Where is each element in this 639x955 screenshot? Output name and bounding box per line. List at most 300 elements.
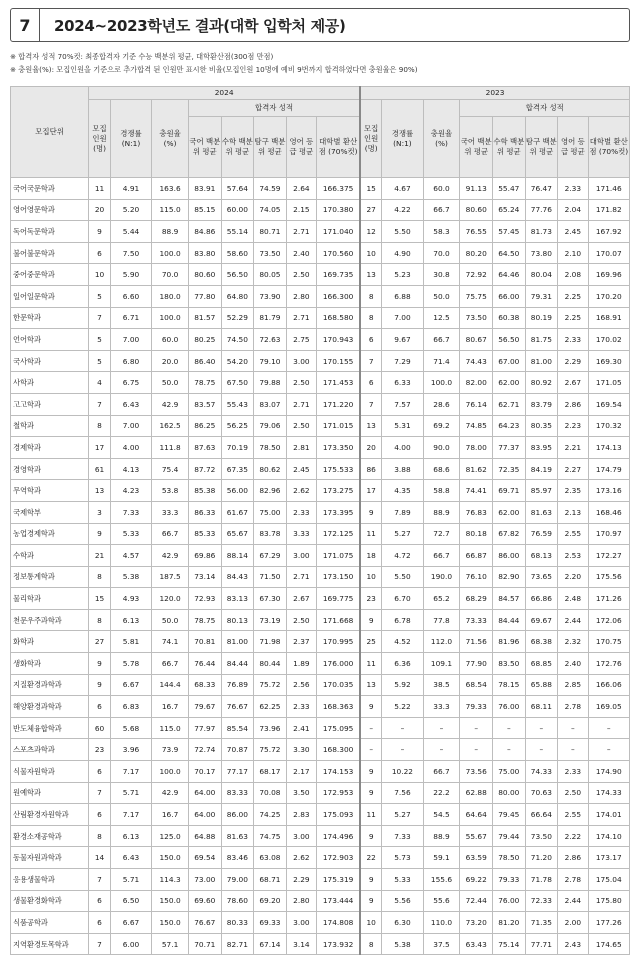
table-cell: 5.68 <box>110 717 151 739</box>
table-cell: 86.00 <box>221 804 254 826</box>
table-cell: 58.3 <box>423 221 460 243</box>
table-row <box>11 372 630 394</box>
table-cell: 56.25 <box>221 415 254 437</box>
table-cell: 80.33 <box>221 912 254 934</box>
table-cell: 7.56 <box>382 782 423 804</box>
table-cell: 79.00 <box>221 869 254 891</box>
table-cell: 168.300 <box>317 739 360 761</box>
table-cell: 2.85 <box>558 674 588 696</box>
table-cell: 2.62 <box>286 480 316 502</box>
table-cell: 69.54 <box>189 847 222 869</box>
table-row <box>11 674 630 696</box>
table-row <box>11 717 630 739</box>
table-cell: 6.50 <box>110 890 151 912</box>
table-cell: 68.33 <box>189 674 222 696</box>
table-cell: 83.95 <box>525 437 558 459</box>
table-cell: 5.44 <box>110 221 151 243</box>
table-cell: 171.05 <box>588 372 629 394</box>
table-cell: – <box>558 739 588 761</box>
table-cell: 62.71 <box>493 393 526 415</box>
inquiry-header: 탐구 백분위 평균 <box>525 117 558 178</box>
table-cell: 2.29 <box>558 350 588 372</box>
table-cell: 75.4 <box>152 458 189 480</box>
table-cell: 3.50 <box>286 782 316 804</box>
table-row <box>11 782 630 804</box>
table-cell: 2.78 <box>558 696 588 718</box>
table-cell: 67.50 <box>221 372 254 394</box>
table-cell: 73.50 <box>460 307 493 329</box>
table-cell: 71.50 <box>254 566 287 588</box>
table-cell: 71.98 <box>254 631 287 653</box>
table-cell: 5.71 <box>110 869 151 891</box>
table-cell: 68.54 <box>460 674 493 696</box>
table-cell: 67.30 <box>254 588 287 610</box>
table-cell: 2.50 <box>286 372 316 394</box>
table-cell: 74.85 <box>460 415 493 437</box>
table-cell: 3.96 <box>110 739 151 761</box>
table-cell: 170.75 <box>588 631 629 653</box>
table-cell: 53.8 <box>152 480 189 502</box>
table-cell: 2.80 <box>286 890 316 912</box>
dept-name-cell: 반도체융합학과 <box>11 717 89 739</box>
table-cell: 73.90 <box>254 285 287 307</box>
table-cell: 6.71 <box>110 307 151 329</box>
table-cell: 9 <box>360 696 382 718</box>
dept-header: 모집단위 <box>11 87 89 178</box>
table-cell: – <box>360 717 382 739</box>
table-cell: 20 <box>360 437 382 459</box>
table-cell: 2.78 <box>558 869 588 891</box>
table-cell: 170.32 <box>588 415 629 437</box>
table-cell: 9 <box>89 653 111 675</box>
dept-name-cell: 정보통계학과 <box>11 566 89 588</box>
dept-name-cell: 한문학과 <box>11 307 89 329</box>
table-cell: 55.14 <box>221 221 254 243</box>
table-cell: 61.67 <box>221 501 254 523</box>
table-cell: 173.395 <box>317 501 360 523</box>
table-cell: 76.47 <box>525 178 558 200</box>
dept-name-cell: 국제학부 <box>11 501 89 523</box>
table-cell: 60 <box>89 717 111 739</box>
table-cell: 67.14 <box>254 933 287 955</box>
table-cell: 115.0 <box>152 199 189 221</box>
table-cell: 83.91 <box>189 178 222 200</box>
table-cell: – <box>423 717 460 739</box>
table-cell: 109.1 <box>423 653 460 675</box>
dept-name-cell: 농업경제학과 <box>11 523 89 545</box>
table-cell: 63.59 <box>460 847 493 869</box>
table-cell: 66.86 <box>525 588 558 610</box>
table-cell: 80.18 <box>460 523 493 545</box>
table-cell: 76.55 <box>460 221 493 243</box>
table-cell: 65.88 <box>525 674 558 696</box>
table-cell: 6 <box>89 804 111 826</box>
table-cell: 171.075 <box>317 545 360 567</box>
table-cell: 64.46 <box>493 264 526 286</box>
table-cell: 73.65 <box>525 566 558 588</box>
table-cell: 69.33 <box>254 912 287 934</box>
table-cell: 4.00 <box>110 437 151 459</box>
table-cell: 81.96 <box>493 631 526 653</box>
table-cell: 7.00 <box>382 307 423 329</box>
table-cell: 150.0 <box>152 912 189 934</box>
table-cell: 4 <box>89 372 111 394</box>
table-cell: 67.00 <box>493 350 526 372</box>
table-cell: 5.38 <box>110 566 151 588</box>
table-cell: 66.7 <box>423 199 460 221</box>
table-cell: 2.37 <box>286 631 316 653</box>
table-cell: 85.15 <box>189 199 222 221</box>
korean-header: 국어 백분위 평균 <box>189 117 222 178</box>
table-cell: 169.775 <box>317 588 360 610</box>
table-cell: 33.3 <box>423 696 460 718</box>
table-cell: 22 <box>360 847 382 869</box>
table-cell: 170.035 <box>317 674 360 696</box>
table-cell: 13 <box>360 415 382 437</box>
table-cell: 88.9 <box>423 501 460 523</box>
table-cell: 80.00 <box>493 782 526 804</box>
table-cell: – <box>588 717 629 739</box>
table-cell: 83.50 <box>493 653 526 675</box>
table-cell: 6 <box>89 761 111 783</box>
table-cell: 81.63 <box>525 501 558 523</box>
table-cell: 2.33 <box>286 501 316 523</box>
table-cell: 80.13 <box>221 609 254 631</box>
table-cell: 62.00 <box>493 501 526 523</box>
table-cell: 174.808 <box>317 912 360 934</box>
table-cell: – <box>360 739 382 761</box>
table-cell: 120.0 <box>152 588 189 610</box>
table-cell: 5.73 <box>382 847 423 869</box>
table-cell: 55.6 <box>423 890 460 912</box>
table-cell: 77.71 <box>525 933 558 955</box>
table-cell: 68.17 <box>254 761 287 783</box>
table-cell: 2.81 <box>286 437 316 459</box>
table-row <box>11 545 630 567</box>
table-cell: 1.89 <box>286 653 316 675</box>
table-cell: 2.62 <box>286 847 316 869</box>
table-cell: 5.50 <box>382 566 423 588</box>
table-cell: 6.13 <box>110 609 151 631</box>
converted-score-header: 대학별 환산점 (70%컷) <box>317 117 360 178</box>
score-group-header: 합격자 성적 <box>189 100 361 117</box>
table-cell: 175.093 <box>317 804 360 826</box>
table-cell: 3.88 <box>382 458 423 480</box>
table-cell: 74.50 <box>221 329 254 351</box>
table-cell: – <box>382 717 423 739</box>
table-cell: 74.05 <box>254 199 287 221</box>
table-cell: 82.71 <box>221 933 254 955</box>
table-cell: 85.97 <box>525 480 558 502</box>
table-cell: 5.71 <box>110 782 151 804</box>
table-cell: 2.44 <box>558 609 588 631</box>
table-cell: 8 <box>360 307 382 329</box>
table-cell: 172.76 <box>588 653 629 675</box>
table-cell: 28.6 <box>423 393 460 415</box>
dept-name-cell: 국어국문학과 <box>11 178 89 200</box>
table-cell: 52.29 <box>221 307 254 329</box>
table-cell: 2.00 <box>558 912 588 934</box>
table-cell: 170.560 <box>317 242 360 264</box>
table-cell: 170.155 <box>317 350 360 372</box>
table-cell: 5.31 <box>382 415 423 437</box>
table-row <box>11 285 630 307</box>
table-cell: 63.08 <box>254 847 287 869</box>
table-cell: 15 <box>89 588 111 610</box>
table-cell: 77.97 <box>189 717 222 739</box>
table-cell: 66.64 <box>525 804 558 826</box>
table-cell: 171.453 <box>317 372 360 394</box>
table-cell: 7 <box>360 350 382 372</box>
fill-rate-header: 충원율 (%) <box>152 100 189 178</box>
table-cell: 2.08 <box>558 264 588 286</box>
table-cell: 114.3 <box>152 869 189 891</box>
table-cell: 50.0 <box>152 609 189 631</box>
table-cell: 81.63 <box>221 825 254 847</box>
table-cell: 69.86 <box>189 545 222 567</box>
table-cell: 55.47 <box>493 178 526 200</box>
table-cell: 73.9 <box>152 739 189 761</box>
table-cell: 4.22 <box>382 199 423 221</box>
table-cell: 78.75 <box>189 609 222 631</box>
table-cell: 175.095 <box>317 717 360 739</box>
table-cell: 7 <box>89 933 111 955</box>
table-cell: 59.1 <box>423 847 460 869</box>
table-cell: 5 <box>89 285 111 307</box>
english-header: 영어 등급 평균 <box>558 117 588 178</box>
table-cell: 69.2 <box>423 415 460 437</box>
table-cell: 23 <box>89 739 111 761</box>
table-cell: 77.8 <box>423 609 460 631</box>
table-cell: 5.50 <box>382 221 423 243</box>
table-cell: – <box>382 739 423 761</box>
table-cell: 173.275 <box>317 480 360 502</box>
table-cell: 69.67 <box>525 609 558 631</box>
table-cell: 79.33 <box>493 869 526 891</box>
dept-name-cell: 환경소재공학과 <box>11 825 89 847</box>
table-cell: 6 <box>89 912 111 934</box>
table-cell: 171.040 <box>317 221 360 243</box>
table-cell: 8 <box>360 933 382 955</box>
table-cell: 2.27 <box>558 458 588 480</box>
table-cell: 76.89 <box>221 674 254 696</box>
table-cell: 80.04 <box>525 264 558 286</box>
table-cell: 173.17 <box>588 847 629 869</box>
table-cell: 86.00 <box>493 545 526 567</box>
table-row <box>11 221 630 243</box>
table-cell: 5.56 <box>382 890 423 912</box>
table-cell: 38.5 <box>423 674 460 696</box>
table-cell: 60.00 <box>221 199 254 221</box>
table-cell: 55.43 <box>221 393 254 415</box>
korean-header: 국어 백분위 평균 <box>460 117 493 178</box>
table-cell: 65.2 <box>423 588 460 610</box>
table-cell: 100.0 <box>152 307 189 329</box>
table-cell: 69.22 <box>460 869 493 891</box>
table-cell: 16.7 <box>152 696 189 718</box>
note-line: ※ 충원율(%): 모집인원을 기준으로 추가합격 된 인원만 표시한 비율(모집인원 10명에 예비 9번까지 합격하였다면 충원율은 90%) <box>10 65 418 74</box>
table-cell: 64.50 <box>493 242 526 264</box>
table-cell: 68.85 <box>525 653 558 675</box>
table-cell: 86.25 <box>189 415 222 437</box>
page-header <box>10 8 630 42</box>
table-cell: 75.00 <box>493 761 526 783</box>
table-cell: 125.0 <box>152 825 189 847</box>
table-cell: 9 <box>360 609 382 631</box>
table-cell: 84.19 <box>525 458 558 480</box>
table-cell: 3.00 <box>286 350 316 372</box>
table-cell: 4.93 <box>110 588 151 610</box>
table-row <box>11 178 630 200</box>
table-cell: 80.44 <box>254 653 287 675</box>
dept-name-cell: 불어불문학과 <box>11 242 89 264</box>
table-cell: 9 <box>360 782 382 804</box>
table-cell: 81.00 <box>525 350 558 372</box>
table-row <box>11 588 630 610</box>
table-cell: 6.88 <box>382 285 423 307</box>
table-cell: 80.60 <box>189 264 222 286</box>
table-cell: 75.00 <box>254 501 287 523</box>
table-row <box>11 501 630 523</box>
table-cell: 65.24 <box>493 199 526 221</box>
table-cell: 174.10 <box>588 825 629 847</box>
table-cell: 4.52 <box>382 631 423 653</box>
table-cell: 66.7 <box>152 653 189 675</box>
table-cell: 174.90 <box>588 761 629 783</box>
table-cell: 175.319 <box>317 869 360 891</box>
dept-name-cell: 중어중문학과 <box>11 264 89 286</box>
table-body <box>11 178 630 955</box>
dept-name-cell: 사학과 <box>11 372 89 394</box>
table-cell: 64.80 <box>221 285 254 307</box>
table-cell: 6.67 <box>110 674 151 696</box>
table-row <box>11 329 630 351</box>
table-cell: 170.943 <box>317 329 360 351</box>
table-cell: 81.62 <box>460 458 493 480</box>
table-cell: 170.07 <box>588 242 629 264</box>
table-cell: 17 <box>360 480 382 502</box>
table-cell: 81.20 <box>493 912 526 934</box>
table-cell: 64.88 <box>189 825 222 847</box>
table-cell: 27 <box>360 199 382 221</box>
dept-name-cell: 지질환경과학과 <box>11 674 89 696</box>
table-cell: 174.496 <box>317 825 360 847</box>
table-cell: 6.60 <box>110 285 151 307</box>
table-cell: 2.20 <box>558 566 588 588</box>
table-cell: 100.0 <box>152 761 189 783</box>
table-cell: 2.29 <box>286 869 316 891</box>
table-cell: 77.17 <box>221 761 254 783</box>
table-cell: – <box>423 739 460 761</box>
table-row <box>11 480 630 502</box>
table-cell: 9 <box>360 761 382 783</box>
table-cell: 71.35 <box>525 912 558 934</box>
table-cell: 7.29 <box>382 350 423 372</box>
table-cell: 91.13 <box>460 178 493 200</box>
table-cell: 68.71 <box>254 869 287 891</box>
table-cell: 42.9 <box>152 545 189 567</box>
table-cell: 169.735 <box>317 264 360 286</box>
table-cell: 17 <box>89 437 111 459</box>
table-cell: 61 <box>89 458 111 480</box>
table-cell: 2.33 <box>558 178 588 200</box>
table-cell: 175.04 <box>588 869 629 891</box>
table-cell: 79.88 <box>254 372 287 394</box>
table-cell: 70.81 <box>189 631 222 653</box>
table-row <box>11 912 630 934</box>
table-cell: 2.32 <box>558 631 588 653</box>
table-cell: 6.67 <box>110 912 151 934</box>
table-cell: 11 <box>360 523 382 545</box>
table-cell: 190.0 <box>423 566 460 588</box>
table-cell: 54.20 <box>221 350 254 372</box>
table-cell: 6.78 <box>382 609 423 631</box>
table-row <box>11 825 630 847</box>
table-cell: 3.00 <box>286 825 316 847</box>
table-cell: 66.7 <box>423 545 460 567</box>
table-cell: 11 <box>360 804 382 826</box>
dept-name-cell: 동물자원과학과 <box>11 847 89 869</box>
table-cell: 80.62 <box>254 458 287 480</box>
table-cell: 6.80 <box>110 350 151 372</box>
table-row <box>11 653 630 675</box>
table-cell: 2.67 <box>558 372 588 394</box>
table-cell: 5.33 <box>110 523 151 545</box>
table-cell: 84.44 <box>493 609 526 631</box>
table-cell: 2.55 <box>558 804 588 826</box>
table-cell: 88.9 <box>423 825 460 847</box>
table-cell: 86 <box>360 458 382 480</box>
dept-name-cell: 식물자원학과 <box>11 761 89 783</box>
table-cell: 83.57 <box>189 393 222 415</box>
table-cell: 9 <box>89 523 111 545</box>
table-cell: 5 <box>89 350 111 372</box>
table-cell: 3.00 <box>286 545 316 567</box>
table-cell: 79.44 <box>493 825 526 847</box>
table-cell: 75.75 <box>460 285 493 307</box>
table-cell: 66.87 <box>460 545 493 567</box>
table-cell: 7.17 <box>110 804 151 826</box>
table-cell: 73.50 <box>254 242 287 264</box>
table-cell: 169.96 <box>588 264 629 286</box>
table-row <box>11 350 630 372</box>
table-cell: 86.40 <box>189 350 222 372</box>
table-row <box>11 523 630 545</box>
table-cell: 21 <box>89 545 111 567</box>
dept-name-cell: 경제학과 <box>11 437 89 459</box>
notes <box>10 50 630 76</box>
table-cell: 77.76 <box>525 199 558 221</box>
table-cell: 7.33 <box>382 825 423 847</box>
table-cell: 13 <box>360 264 382 286</box>
table-cell: 176.000 <box>317 653 360 675</box>
table-cell: 2.25 <box>558 285 588 307</box>
table-cell: 87.63 <box>189 437 222 459</box>
dept-name-cell: 원예학과 <box>11 782 89 804</box>
table-cell: 25 <box>360 631 382 653</box>
table-cell: – <box>558 717 588 739</box>
table-cell: 5.81 <box>110 631 151 653</box>
table-cell: 10 <box>360 566 382 588</box>
table-cell: 84.43 <box>221 566 254 588</box>
table-cell: 76.83 <box>460 501 493 523</box>
table-cell: 2.80 <box>286 285 316 307</box>
dept-name-cell: 생화학과 <box>11 653 89 675</box>
table-cell: 74.33 <box>525 761 558 783</box>
inquiry-header: 탐구 백분위 평균 <box>254 117 287 178</box>
table-cell: 4.35 <box>382 480 423 502</box>
table-row <box>11 242 630 264</box>
